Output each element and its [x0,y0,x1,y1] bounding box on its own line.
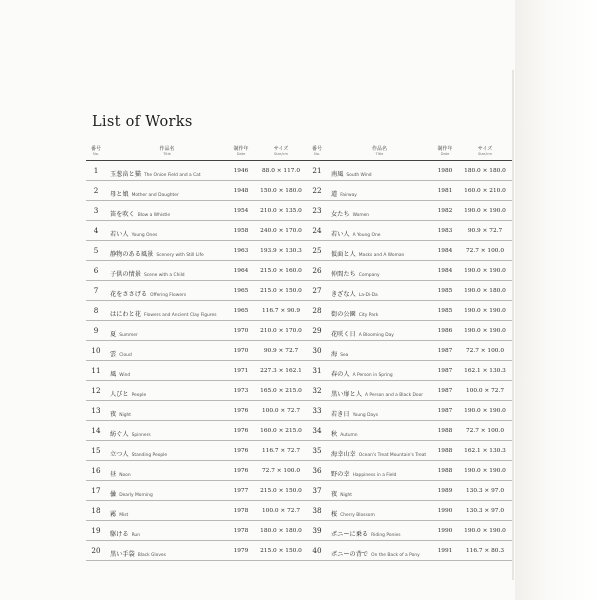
work-title [106,521,228,541]
work-number: 40 [307,541,327,561]
table-row [307,221,512,241]
table-row [307,481,512,501]
title-english: Company [358,273,380,278]
title-english: La-Di-Da [358,293,378,298]
work-size: 160.0 × 215.0 [254,421,308,441]
work-title [327,201,432,221]
work-size: 193.9 × 130.3 [254,241,308,261]
table-row [307,441,512,461]
work-number: 26 [307,261,327,281]
table-body-right [307,161,512,561]
title-english: Night [119,413,131,418]
work-number: 11 [86,361,106,381]
title-japanese: 春の人 [331,371,350,378]
title-japanese: 紡ぐ人 [110,431,129,438]
title-english: Dearly Morning [119,493,153,498]
title-japanese: 母と娘 [110,191,129,198]
work-title [106,221,228,241]
work-title [106,321,228,341]
work-number: 23 [307,201,327,221]
work-title [327,301,432,321]
title-japanese: きざな人 [331,291,356,298]
work-size: 88.0 × 117.0 [254,161,308,181]
work-year: 1991 [432,541,458,561]
title-english: Spinners [131,433,151,438]
work-number: 13 [86,401,106,421]
title-japanese: 仲間たち [331,271,356,278]
work-number: 36 [307,461,327,481]
title-japanese: 花をささげる [110,291,148,298]
title-english: Cloud [119,353,132,358]
work-size: 100.0 × 72.7 [458,381,512,401]
title-japanese: 風 [110,371,117,378]
work-size: 180.0 × 180.0 [254,521,308,541]
title-english: Mother and Daughter [131,193,179,198]
work-number: 39 [307,521,327,541]
work-year: 1988 [432,441,458,461]
work-number: 20 [86,541,106,561]
work-size: 190.0 × 190.0 [458,261,512,281]
table-row [307,381,512,401]
work-size: 215.0 × 150.0 [254,541,308,561]
title-japanese: 曇 [110,491,117,498]
table-row [86,441,308,461]
work-size: 116.7 × 90.9 [254,301,308,321]
work-title [106,541,228,561]
work-title [327,261,432,281]
work-year: 1973 [228,381,254,401]
title-japanese: 若い人 [331,231,350,238]
title-english: On the Back of a Pony [371,553,420,558]
title-english: Women [352,213,370,218]
work-number: 9 [86,321,106,341]
works-table-right [307,143,512,561]
work-size: 190.0 × 190.0 [458,301,512,321]
work-year: 1977 [228,481,254,501]
title-japanese: 霧 [110,511,117,518]
table-row [86,221,308,241]
work-size: 190.0 × 190.0 [458,401,512,421]
work-year: 1963 [228,241,254,261]
work-year: 1980 [432,161,458,181]
table-row [86,241,308,261]
header-year: 制作年 Date [228,143,254,161]
work-size: 190.0 × 190.0 [458,521,512,541]
title-english: People [131,393,147,398]
table-row [307,201,512,221]
work-size: 190.0 × 190.0 [458,461,512,481]
work-size: 72.7 × 100.0 [458,241,512,261]
work-number: 38 [307,501,327,521]
work-size: 116.7 × 72.7 [254,441,308,461]
title-english: Sea [340,353,349,358]
work-year: 1984 [432,241,458,261]
title-english: Black Gloves [137,553,166,558]
work-year: 1976 [228,441,254,461]
work-title [327,161,432,181]
title-japanese: ポニーの背で [331,551,369,558]
work-title [106,501,228,521]
work-number: 10 [86,341,106,361]
work-number: 30 [307,341,327,361]
title-japanese: 駆ける [110,531,129,538]
work-year: 1978 [228,521,254,541]
work-number: 7 [86,281,106,301]
work-size: 215.0 × 150.0 [254,481,308,501]
title-japanese: 桜 [331,511,338,518]
work-title [106,341,228,361]
header-title: 作品名 Title [327,143,432,161]
work-title [106,161,228,181]
work-title [327,381,432,401]
work-title [106,241,228,261]
table-row [86,421,308,441]
work-year: 1990 [432,501,458,521]
table-row [86,401,308,421]
work-title [327,501,432,521]
title-english: Run [131,533,140,538]
work-title [106,201,228,221]
work-title [106,481,228,501]
table-header-left [86,143,308,161]
title-japanese: 黒い扉と人 [331,391,362,398]
table-row [307,421,512,441]
table-row [307,321,512,341]
work-year: 1970 [228,341,254,361]
work-title [106,361,228,381]
table-row [307,501,512,521]
title-english: Autumn [340,433,358,438]
table-row [307,521,512,541]
title-english: Scenery with Still Life [156,253,204,258]
table-row [86,281,308,301]
title-english: Riding Ponies [371,533,401,538]
work-title [106,461,228,481]
work-year: 1976 [228,421,254,441]
work-year: 1948 [228,181,254,201]
work-number: 2 [86,181,106,201]
title-japanese: 若き日 [331,411,350,418]
title-japanese: 黒い手袋 [110,551,135,558]
page-title: List of Works [92,114,193,130]
header-size: サイズ Size/cm [254,143,308,161]
work-year: 1964 [228,261,254,281]
work-size: 215.0 × 160.0 [254,261,308,281]
title-english: A Person in Spring [352,373,393,378]
work-title [327,341,432,361]
title-english: Standing People [131,453,168,458]
title-japanese: 子供の情景 [110,271,141,278]
title-english: Young Days [352,413,379,418]
work-year: 1983 [432,221,458,241]
work-number: 15 [86,441,106,461]
table-row [307,541,512,561]
work-number: 3 [86,201,106,221]
work-size: 90.9 × 72.7 [254,341,308,361]
work-title [106,381,228,401]
title-japanese: 夜 [110,411,117,418]
work-year: 1984 [432,261,458,281]
table-row [86,501,308,521]
table-body-left [86,161,308,561]
work-year: 1988 [432,461,458,481]
work-size: 90.9 × 72.7 [458,221,512,241]
work-year: 1988 [432,421,458,441]
title-english: Wind [119,373,131,378]
work-size: 180.0 × 180.0 [458,161,512,181]
table-row [86,181,308,201]
work-number: 37 [307,481,327,501]
table-row [86,361,308,381]
work-size: 130.3 × 97.0 [458,481,512,501]
work-size: 240.0 × 170.0 [254,221,308,241]
work-size: 162.1 × 130.3 [458,441,512,461]
work-year: 1987 [432,341,458,361]
work-title [106,301,228,321]
table-row [86,461,308,481]
work-title [327,541,432,561]
work-title [327,361,432,381]
table-row [307,281,512,301]
work-number: 33 [307,401,327,421]
title-japanese: 仮面と人 [331,251,356,258]
work-size: 210.0 × 135.0 [254,201,308,221]
work-number: 14 [86,421,106,441]
work-title [327,521,432,541]
table-row [307,181,512,201]
work-number: 19 [86,521,106,541]
work-size: 72.7 × 100.0 [458,341,512,361]
work-title [327,281,432,301]
work-title [106,181,228,201]
work-number: 12 [86,381,106,401]
work-year: 1990 [432,521,458,541]
title-english: South Wind [346,173,372,178]
work-year: 1954 [228,201,254,221]
title-english: Scene with a Child [143,273,185,278]
title-japanese: 玉葱畠と猫 [110,171,141,178]
work-title [327,221,432,241]
table-row [307,261,512,281]
title-japanese: 街の公園 [331,311,356,318]
table-row [307,341,512,361]
title-japanese: 若い人 [110,231,129,238]
work-title [327,461,432,481]
work-size: 165.0 × 215.0 [254,381,308,401]
table-row [86,541,308,561]
title-english: Cherry Blossom [340,513,375,518]
title-japanese: 笛を吹く [110,211,135,218]
work-number: 32 [307,381,327,401]
book-gutter [515,0,600,600]
table-header-right [307,143,512,161]
work-number: 24 [307,221,327,241]
work-number: 18 [86,501,106,521]
work-year: 1965 [228,281,254,301]
work-number: 4 [86,221,106,241]
work-number: 21 [307,161,327,181]
work-year: 1979 [228,541,254,561]
table-row [307,241,512,261]
table-row [307,161,512,181]
work-size: 160.0 × 210.0 [458,181,512,201]
title-english: Ocean's Treat Mountain's Treat [358,453,427,458]
work-year: 1946 [228,161,254,181]
work-number: 22 [307,181,327,201]
title-english: Summer [119,333,138,338]
work-year: 1985 [432,281,458,301]
title-english: City Park [358,313,379,318]
work-title [327,441,432,461]
work-year: 1965 [228,301,254,321]
title-japanese: 夜 [331,491,338,498]
work-title [327,421,432,441]
work-year: 1987 [432,401,458,421]
table-row [86,381,308,401]
title-japanese: 秋 [331,431,338,438]
work-year: 1989 [432,481,458,501]
work-title [327,401,432,421]
work-size: 130.3 × 97.0 [458,501,512,521]
title-japanese: 道 [331,191,338,198]
work-size: 100.0 × 72.7 [254,501,308,521]
work-size: 190.0 × 190.0 [458,321,512,341]
table-row [307,361,512,381]
title-english: A Young One [352,233,381,238]
work-size: 162.1 × 130.3 [458,361,512,381]
title-english: The Onion Field and a Cat [143,173,201,178]
work-year: 1976 [228,461,254,481]
work-year: 1986 [432,321,458,341]
work-year: 1981 [432,181,458,201]
title-japanese: ポニーに乗る [331,531,369,538]
title-japanese: 立つ人 [110,451,129,458]
title-japanese: 花咲く日 [331,331,356,338]
work-number: 16 [86,461,106,481]
title-english: Noon [119,473,131,478]
title-english: Masks and A Woman [358,253,405,258]
work-number: 8 [86,301,106,321]
title-english: A Blooming Day [358,333,394,338]
title-english: Offering Flowers [150,293,187,298]
title-english: Mist [119,513,129,518]
work-number: 31 [307,361,327,381]
table-row [86,201,308,221]
work-size: 190.0 × 180.0 [458,281,512,301]
work-year: 1982 [432,201,458,221]
work-title [327,181,432,201]
work-size: 116.7 × 80.3 [458,541,512,561]
work-number: 5 [86,241,106,261]
table-row [86,261,308,281]
title-english: Fairway [340,193,357,198]
header-size: サイズ Size/cm [458,143,512,161]
work-year: 1970 [228,321,254,341]
work-year: 1978 [228,501,254,521]
work-number: 28 [307,301,327,321]
work-title [106,281,228,301]
work-size: 210.0 × 170.0 [254,321,308,341]
work-size: 100.0 × 72.7 [254,401,308,421]
work-title [327,321,432,341]
table-row [86,321,308,341]
header-no: 番号 No. [86,143,106,161]
work-number: 6 [86,261,106,281]
header-year: 制作年 Date [432,143,458,161]
header-no: 番号 No. [307,143,327,161]
table-row [86,301,308,321]
table-row [86,161,308,181]
work-title [327,481,432,501]
table-row [86,521,308,541]
work-year: 1987 [432,361,458,381]
work-year: 1971 [228,361,254,381]
work-year: 1985 [432,301,458,321]
work-number: 35 [307,441,327,461]
title-japanese: 海幸山幸 [331,451,356,458]
table-row [86,341,308,361]
work-size: 215.0 × 150.0 [254,281,308,301]
title-japanese: 海 [331,351,338,358]
work-size: 72.7 × 100.0 [458,421,512,441]
title-japanese: 南風 [331,171,344,178]
title-english: Happiness in a Field [352,473,397,478]
work-size: 72.7 × 100.0 [254,461,308,481]
title-english: Blow a Whistle [137,213,171,218]
work-number: 34 [307,421,327,441]
title-japanese: 野の幸 [331,471,350,478]
work-number: 17 [86,481,106,501]
work-number: 1 [86,161,106,181]
title-japanese: 夏 [110,331,117,338]
work-title [106,421,228,441]
work-number: 27 [307,281,327,301]
work-year: 1958 [228,221,254,241]
work-title [327,241,432,261]
works-table-left [86,143,308,561]
work-size: 150.0 × 180.0 [254,181,308,201]
work-size: 227.3 × 162.1 [254,361,308,381]
title-japanese: 女たち [331,211,350,218]
work-year: 1976 [228,401,254,421]
page-edge [512,70,514,580]
header-title: 作品名 Title [106,143,228,161]
title-japanese: 静物のある風景 [110,251,154,258]
work-number: 25 [307,241,327,261]
title-japanese: 昼 [110,471,117,478]
title-japanese: 雲 [110,351,117,358]
table-row [307,401,512,421]
work-title [106,401,228,421]
work-title [106,261,228,281]
title-japanese: はにわと花 [110,311,141,318]
title-english: Young Ones [131,233,158,238]
title-english: A Person and a Black Door [364,393,424,398]
table-row [86,481,308,501]
title-english: Flowers and Ancient Clay Figures [143,313,217,318]
title-english: Night [340,493,352,498]
work-year: 1987 [432,381,458,401]
work-size: 190.0 × 190.0 [458,201,512,221]
table-row [307,461,512,481]
work-number: 29 [307,321,327,341]
table-row [307,301,512,321]
title-japanese: 人びと [110,391,129,398]
work-title [106,441,228,461]
